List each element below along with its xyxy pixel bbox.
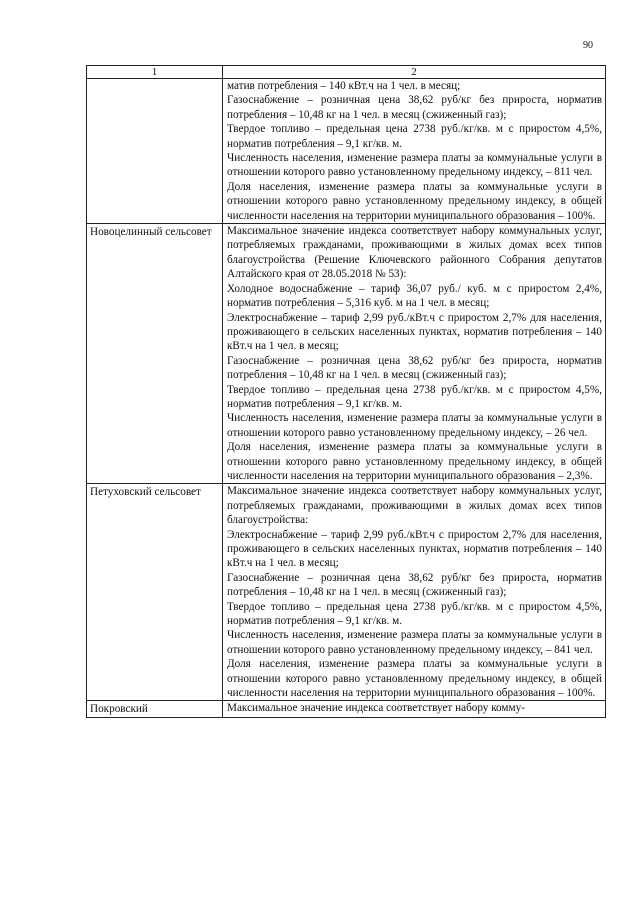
paragraph: Максимальное значение индекса соответствует набору комму- <box>227 702 525 715</box>
tariff-table <box>86 65 606 718</box>
paragraph: Максимальное значение индекса соответствует набору коммунальных услуг, потребляемых гражданами, проживающими в жилых домах всех типов благоустройства: <box>227 485 602 527</box>
content-cell <box>223 79 606 224</box>
paragraph: Газоснабжение – розничная цена 38,62 руб/кг без прироста, норматив потребления – 10,48 кг на 1 чел. в месяц (сжиженный газ); <box>227 94 602 121</box>
content-cell <box>223 224 606 484</box>
table-header-row <box>87 66 606 79</box>
paragraph: Газоснабжение – розничная цена 38,62 руб/кг без прироста, норматив потребления – 10,48 кг на 1 чел. в месяц (сжиженный газ); <box>227 354 602 382</box>
paragraph: Максимальное значение индекса соответствует набору коммунальных услуг, потребляемых гражданами, проживающими в жилых домах всех типов благоустройства (Решение Ключевского районного Собрания депутатов Алтайского края от 28.05.2018 № 53): <box>227 225 602 281</box>
paragraph: Холодное водоснабжение – тариф 36,07 руб./ куб. м с приростом 2,4%, норматив потребления – 5,316 куб. м на 1 чел. в месяц; <box>227 282 602 310</box>
table-row <box>87 224 606 484</box>
content-cell <box>223 701 606 717</box>
region-cell: Петуховский сельсовет <box>87 484 223 701</box>
paragraph: Доля населения, изменение размера платы за коммунальные услуги в отношении которого равно установленному предельному индексу, в общей численности населения на территории муниципального образования – 100%. <box>227 658 602 700</box>
region-cell: Новоцелинный сельсовет <box>87 224 223 484</box>
region-cell <box>87 79 223 224</box>
paragraph: Электроснабжение – тариф 2,99 руб./кВт.ч с приростом 2,7% для населения, проживающего в сельских населенных пунктах, норматив потребления – 140 кВт.ч на 1 чел. в месяц; <box>227 311 602 353</box>
column-header-1: 1 <box>87 66 223 79</box>
paragraph: Твердое топливо – предельная цена 2738 руб./кг/кв. м с приростом 4,5%, норматив потребления – 9,1 кг/кв. м. <box>227 600 602 628</box>
paragraph: Доля населения, изменение размера платы за коммунальные услуги в отношении которого равно установленному предельному индексу, в общей численности населения на территории муниципального образования – 100%. <box>227 180 602 222</box>
paragraph: Численность населения, изменение размера платы за коммунальные услуги в отношении которого равно установленному предельному индексу, – 841 чел. <box>227 629 602 656</box>
table-row <box>87 79 606 224</box>
paragraph: Газоснабжение – розничная цена 38,62 руб/кг без прироста, норматив потребления – 10,48 кг на 1 чел. в месяц (сжиженный газ); <box>227 571 602 599</box>
paragraph: Электроснабжение – тариф 2,99 руб./кВт.ч с приростом 2,7% для населения, проживающего в сельских населенных пунктах, норматив потребления – 140 кВт.ч на 1 чел. в месяц; <box>227 528 602 570</box>
content-cell <box>223 484 606 701</box>
column-header-2: 2 <box>223 66 606 79</box>
paragraph: матив потребления – 140 кВт.ч на 1 чел. в месяц; <box>227 80 461 92</box>
page-number: 90 <box>583 40 593 51</box>
paragraph: Численность населения, изменение размера платы за коммунальные услуги в отношении которого равно установленному предельному индексу, – 26 чел. <box>227 412 602 439</box>
table-row <box>87 484 606 701</box>
paragraph: Доля населения, изменение размера платы за коммунальные услуги в отношении которого равно установленному предельному индексу, в общей численности населения на территории муниципального образования – 2,3%. <box>227 441 602 482</box>
paragraph: Численность населения, изменение размера платы за коммунальные услуги в отношении которого равно установленному предельному индексу, – 811 чел. <box>227 152 602 179</box>
paragraph: Твердое топливо – предельная цена 2738 руб./кг/кв. м с приростом 4,5%, норматив потребления – 9,1 кг/кв. м. <box>227 383 602 410</box>
paragraph: Твердое топливо – предельная цена 2738 руб./кг/кв. м с приростом 4,5%, норматив потребления – 9,1 кг/кв. м. <box>227 123 602 150</box>
table-row <box>87 701 606 717</box>
region-cell: Покровский <box>87 701 223 717</box>
